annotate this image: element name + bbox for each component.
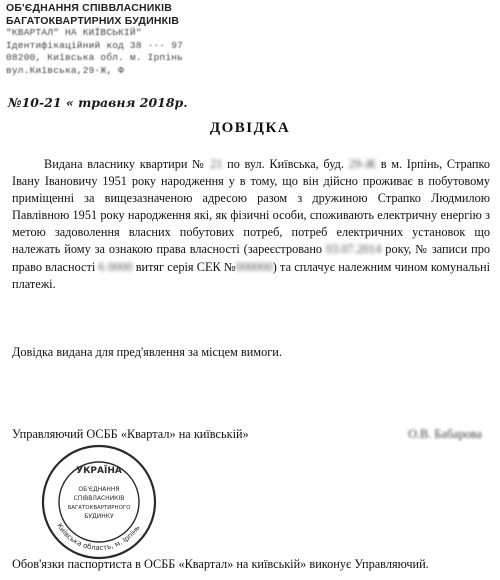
manager-label: Управляючий ОСББ «Квартал» на київській» xyxy=(12,427,249,441)
seal-center-line-4: БУДИНКУ xyxy=(84,513,114,520)
seal-country: УКРАЇНА xyxy=(76,466,122,476)
apartment-number: 21 xyxy=(210,157,223,171)
letterhead-line-1: ОБ'ЄДНАННЯ СПІВВЛАСНИКІВ xyxy=(6,2,173,14)
letterhead-line-2: БАГАТОКВАРТИРНИХ БУДИНКІВ xyxy=(6,14,180,27)
body-part-5: витяг серія СЕК № xyxy=(132,259,236,274)
document-title: ДОВІДКА xyxy=(209,120,291,136)
letterhead-line-3: "КВАРТАЛ" НА КИЇВСЬКІЙ" xyxy=(6,27,142,38)
registration-date: 03.07.2014 xyxy=(326,242,382,257)
certificate-body xyxy=(12,156,490,293)
body-part-4: року, № записи про право власності xyxy=(12,242,490,274)
seal-center-line-1: ОБ'ЄДНАННЯ xyxy=(78,486,120,493)
seal-center-line-3: БАГАТОКВАРТИРНОГО xyxy=(67,505,131,511)
body-part-1: Видана власнику квартири № xyxy=(44,157,211,171)
series-number: 000000 xyxy=(235,259,273,274)
seal-center-line-2: СПІВВЛАСНИКІВ xyxy=(73,495,125,502)
passport-officer-note: Обов'язки паспортиста в ОСББ «Квартал» на київській» виконує Управляючий. xyxy=(12,557,429,571)
body-part-3: в м. Ірпінь, Страпко Івану Івановичу 1951 року народження у в тому, що він дійсно проживає в побутовому приміщенні за вищезазначеною адресою разом з дружиною Страпко Людмилою Павлівною 1951 року народження які, як фізичні особи, споживають електричну енергію з метою задоволення власних побутових потреб, потреб електричних установок що належать йому за ознакою права власності (зареєстровано xyxy=(12,157,491,257)
seal-outer-ring xyxy=(43,446,155,558)
letterhead-stamp xyxy=(6,2,184,77)
official-seal xyxy=(40,443,158,561)
manager-name: О.В. Бабарова xyxy=(408,427,482,441)
record-number: 6 0000 xyxy=(98,259,133,274)
purpose-note: Довідка видана для пред'явлення за місцем вимоги. xyxy=(12,345,282,359)
letterhead-line-4: Ідентифікаційний код 38 ··· 97 xyxy=(6,39,184,51)
building-number: 29-Ж xyxy=(348,157,377,171)
body-part-2: по вул. Київська, буд. xyxy=(222,157,349,171)
body-part-6: ) та сплачує належним чином комунальні платежі. xyxy=(12,259,491,291)
letterhead-line-6: вул.Київська,29-Ж, Ф xyxy=(6,64,125,76)
reference-number: №10-21 « травня 2018р. xyxy=(8,95,188,110)
letterhead-line-5: 08200, Київська обл. м. Ірпінь xyxy=(6,52,184,63)
seal-ring-textpath: Київська область, м. Ірпінь xyxy=(55,521,142,553)
